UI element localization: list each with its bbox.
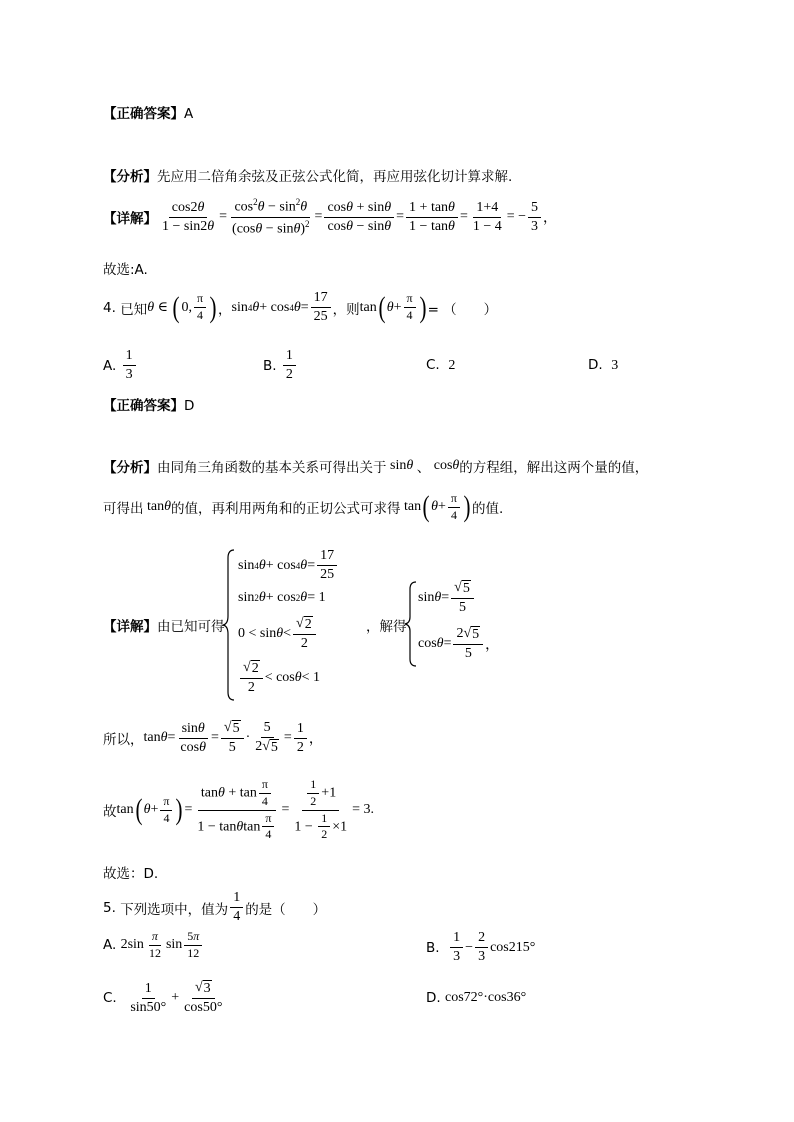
q4-conclusion: 故选：D. xyxy=(103,866,159,882)
eq3: 0 < sin θ < √ 2 2 xyxy=(238,616,318,652)
sol-sin: sin θ = √ 5 5 xyxy=(418,580,476,616)
q5-stem: 5. 下列选项中，值为 $\frac{1}{4}$ 的是（ ） xyxy=(103,890,327,925)
theta-range: θ ∈ ( 0, $\frac{\pi}{4}$ ) xyxy=(147,290,217,324)
q4-answer: 【正确答案】D xyxy=(103,398,195,414)
q4-prefix: 已知 xyxy=(120,301,148,318)
q4-analysis-line1: 【分析】 由同角三角函数的基本关系可得出关于 sin θ 、 cos θ 的方程组，解出这两个量的值， xyxy=(103,458,649,476)
q4-target: tan ( θ + $\frac{\pi}{4}$ ) xyxy=(359,290,427,324)
answer-value: A xyxy=(184,106,194,122)
sol-cos: cos θ = 2√ 5 5 ， xyxy=(418,626,500,662)
q5-option-b: B. $\frac{1}{3}$ − $\frac{2}{3}$ cos215° xyxy=(426,930,536,965)
q3-detail xyxy=(103,197,557,238)
q3-answer xyxy=(103,102,193,122)
q3-derivation: $\frac{\cos 2\theta}{1 - \sin 2\theta}$ = $\frac{\cos^2\theta - \sin^2\theta}{(\cos\theta - \sin\theta)^2}$ = $\frac{\cos\theta + \sin\theta}{\cos\theta - \sin\theta}$ = $\frac{1 + \tan\theta}{1 - \tan\theta}$ = $\frac{1+4}{1 - 4}$ = − $\frac{5}{3}$ ， xyxy=(162,197,558,237)
answer-label: 【正确答案】 xyxy=(103,106,184,122)
question-number: 4. xyxy=(103,299,116,316)
q3-analysis xyxy=(103,165,512,185)
q4-final-line: 故 tan ( θ + $\frac{\pi}{4}$ ) = tanθ + tan $\frac{\pi}{4}$ 1 − tanθtan $\frac{\pi}{4}$ = $\frac{1}{2}$ +1 1 − $\frac{1}{2}$ ×1 = 3. xyxy=(103,777,375,842)
q5-option-a: A. 2sin $\frac{\pi}{12}$ sin $\frac{5\pi}{12}$ xyxy=(103,930,204,961)
q4-option-a: A. $\frac{1}{3}$ xyxy=(103,348,138,383)
q4-option-d: D. 3 xyxy=(588,357,619,373)
q4-condition: sin 4 θ + cos 4 θ = $\frac{17}{25}$ xyxy=(232,290,333,325)
q4-stem: 4. 已知 θ ∈ ( 0, $\frac{\pi}{4}$ ) ， sin 4 θ + cos 4 θ = $\frac{17}{25}$ ，则 tan ( θ + $\frac{\pi}{4}$ ) = （ ） xyxy=(103,290,498,325)
q4-option-b: B. $\frac{1}{2}$ xyxy=(263,348,298,383)
analysis-text: 先应用二倍角余弦及正弦公式化简，再应用弦化切计算求解. xyxy=(157,169,513,185)
eq1: sin 4 θ + cos 4 θ = $\frac{17}{25}$ xyxy=(238,548,339,583)
solve-text: ，解得 xyxy=(366,619,407,635)
left-brace-2 xyxy=(404,580,418,668)
q3-conclusion: 故选:A. xyxy=(103,262,148,278)
q4-detail-intro: 【详解】由已知可得 xyxy=(103,619,225,635)
q4-analysis-line2: 可得出 tan θ 的值，再利用两角和的正切公式可求得 tan ( θ + $\frac{\pi}{4}$ ) 的值. xyxy=(103,490,504,524)
q5-option-d: D. cos72°·cos36° xyxy=(426,990,527,1006)
eq4: √ 2 2 < cos θ < 1 xyxy=(238,660,320,696)
q5-option-c: C. $\frac{1}{\sin 50^\circ}$ + √ 3 cos50° xyxy=(103,980,223,1016)
detail-label: 【详解】 xyxy=(103,211,157,228)
analysis-label: 【分析】 xyxy=(103,169,157,185)
eq2: sin 2 θ + cos 2 θ = 1 xyxy=(238,590,326,605)
left-brace-1 xyxy=(222,548,236,702)
q4-tan-line: 所以， tan θ = $\frac{\sin\theta}{\cos\theta}$ = √ 5 5 · 5 2√ 5 = $\frac{1}{2}$ ， xyxy=(103,720,323,756)
q4-option-c: C. 2 xyxy=(426,357,456,373)
